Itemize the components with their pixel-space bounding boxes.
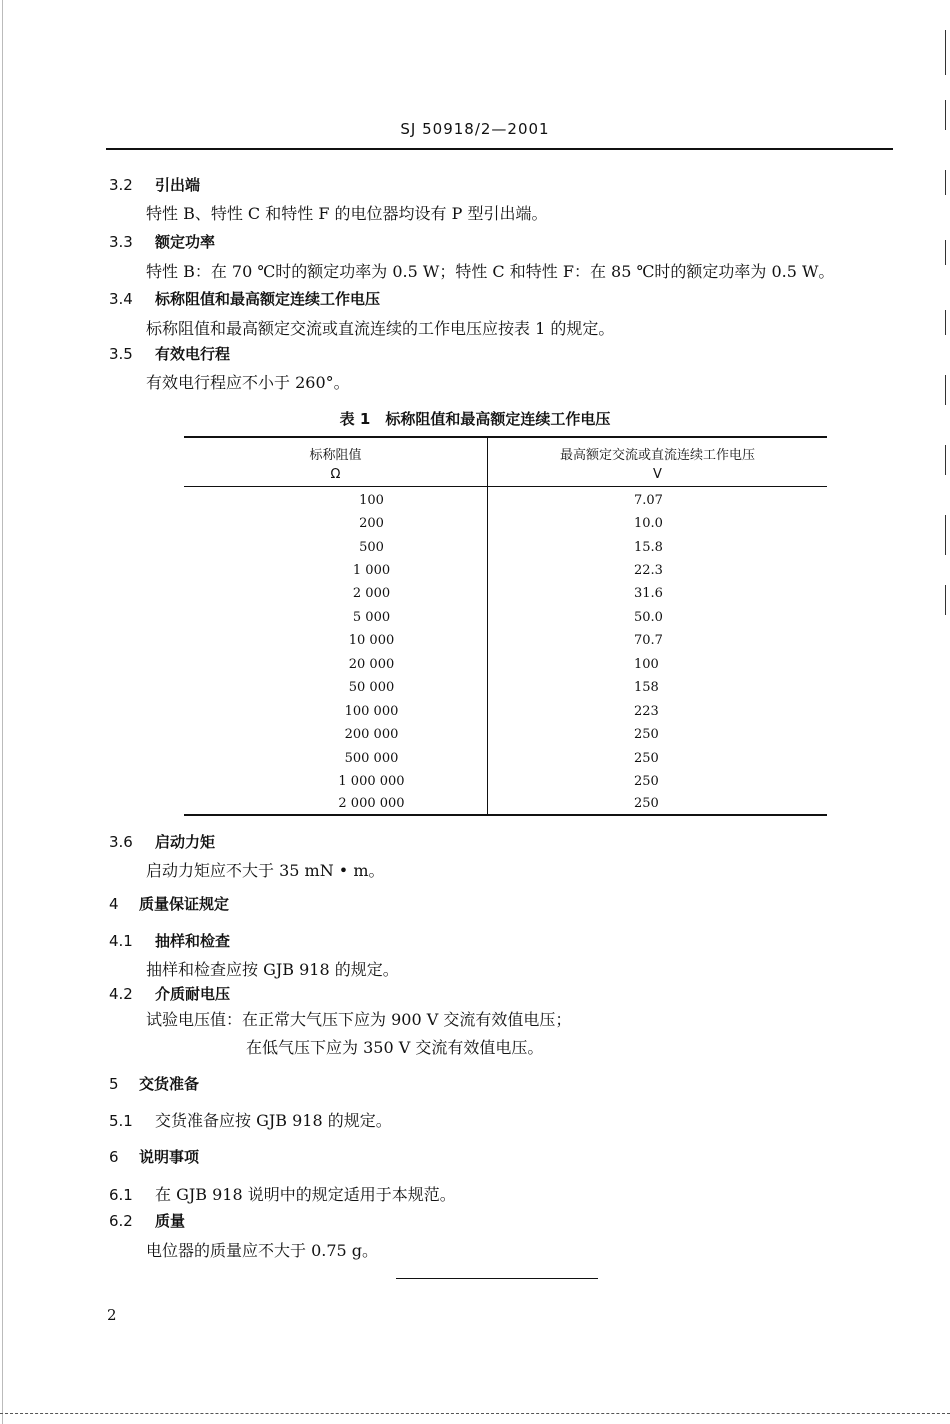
table-row [184,704,827,724]
voltage-value: 10.0 [634,516,663,531]
section-5-1-text: 交货准备应按 GJB 918 的规定。 [155,1111,392,1130]
table-row [184,680,827,700]
section-title: 引出端 [155,176,201,194]
section-3-4-text: 标称阻值和最高额定交流或直流连续的工作电压应按表 1 的规定。 [146,319,615,338]
col-voltage-unit: V [653,467,662,482]
resistance-value: 1 000 000 [338,774,405,789]
scan-margin-mark [945,240,946,265]
col-resistance-unit: Ω [330,467,341,482]
section-number: 4 [109,895,119,913]
resistance-value: 20 000 [348,657,395,672]
section-number: 3.6 [109,833,133,851]
section-5-1 [109,1108,392,1131]
table-row [184,751,827,771]
section-title: 额定功率 [155,233,216,251]
resistance-value: 500 [359,540,384,555]
section-4-1-text: 抽样和检查应按 GJB 918 的规定。 [146,960,399,979]
section-number: 5.1 [109,1112,133,1130]
scan-margin-mark [945,100,946,130]
section-number: 3.3 [109,233,133,251]
resistance-value: 200 [359,516,384,531]
scan-margin-mark [945,310,946,335]
resistance-value: 500 000 [344,751,399,766]
section-number: 6.1 [109,1186,133,1204]
section-3-3-heading [109,231,215,252]
section-title: 启动力矩 [155,833,216,851]
table-row [184,657,827,677]
section-title: 说明事项 [139,1148,200,1166]
table-row [184,796,827,816]
table-row [184,516,827,536]
col-voltage-header: 最高额定交流或直流连续工作电压 [559,448,755,463]
header-rule [106,148,893,150]
voltage-value: 250 [634,751,659,766]
scan-margin-mark [945,445,946,475]
resistance-value: 5 000 [352,610,391,625]
section-number: 6 [109,1148,119,1166]
section-title: 质量保证规定 [139,895,230,913]
voltage-value: 22.3 [634,563,663,578]
scan-margin-mark [945,515,946,555]
voltage-value: 250 [634,796,659,811]
resistance-value: 2 000 000 [338,796,405,811]
section-3-6-text: 启动力矩应不大于 35 mN • m。 [146,861,385,880]
section-6-heading [109,1146,199,1167]
voltage-value: 158 [634,680,659,695]
section-4-2-text-line1: 试验电压值：在正常大气压下应为 900 V 交流有效值电压； [146,1010,572,1029]
section-3-6-heading [109,831,215,852]
resistance-voltage-table [184,436,827,815]
section-number: 5 [109,1075,119,1093]
section-4-heading [109,893,229,914]
table-row [184,563,827,583]
table-row [184,493,827,513]
section-title: 质量 [155,1212,186,1230]
resistance-value: 100 [359,493,384,508]
table-row [184,774,827,794]
scan-margin-mark [945,375,946,405]
section-3-3-text: 特性 B：在 70 ℃时的额定功率为 0.5 W；特性 C 和特性 F：在 85 ℃时的额定功率为 0.5 W。 [146,262,835,281]
resistance-value: 100 000 [344,704,399,719]
table-header-rule [184,486,827,487]
col-resistance-header: 标称阻值 [309,448,362,463]
scan-margin-mark [945,585,946,615]
resistance-value: 1 000 [352,563,391,578]
section-number: 4.2 [109,985,133,1003]
end-of-document-rule [396,1278,598,1279]
document-code: SJ 50918/2—2001 [400,120,550,138]
section-3-5-heading [109,343,230,364]
section-number: 3.5 [109,345,133,363]
scan-margin-mark [945,170,946,195]
resistance-value: 50 000 [348,680,395,695]
resistance-value: 200 000 [344,727,399,742]
voltage-value: 250 [634,727,659,742]
section-title: 抽样和检查 [155,932,231,950]
section-4-2-text-line2: 在低气压下应为 350 V 交流有效值电压。 [246,1038,544,1057]
scan-left-edge [2,0,3,1424]
section-3-5-text: 有效电行程应不小于 260°。 [146,373,350,392]
resistance-value: 2 000 [352,586,391,601]
section-6-2-heading [109,1210,185,1231]
voltage-value: 70.7 [634,633,663,648]
table-top-rule [184,436,827,438]
section-3-2-heading [109,174,200,195]
section-number: 3.4 [109,290,133,308]
section-6-2-text: 电位器的质量应不大于 0.75 g。 [146,1241,379,1260]
voltage-value: 100 [634,657,659,672]
section-6-1 [109,1182,456,1205]
table-row [184,610,827,630]
table-row [184,633,827,653]
table-row [184,586,827,606]
voltage-value: 31.6 [634,586,663,601]
section-title: 介质耐电压 [155,985,231,1003]
table-row [184,727,827,747]
voltage-value: 15.8 [634,540,663,555]
section-5-heading [109,1073,199,1094]
voltage-value: 223 [634,704,659,719]
voltage-value: 7.07 [634,493,663,508]
voltage-value: 50.0 [634,610,663,625]
section-number: 3.2 [109,176,133,194]
section-3-4-heading [109,288,380,309]
section-3-2-text: 特性 B、特性 C 和特性 F 的电位器均设有 P 型引出端。 [146,204,548,223]
voltage-value: 250 [634,774,659,789]
section-title: 有效电行程 [155,345,231,363]
resistance-value: 10 000 [348,633,395,648]
page-number: 2 [107,1306,117,1324]
section-title: 交货准备 [139,1075,200,1093]
section-title: 标称阻值和最高额定连续工作电压 [155,290,381,308]
table-caption: 表 1 标称阻值和最高额定连续工作电压 [339,410,611,428]
section-number: 6.2 [109,1212,133,1230]
scan-bottom-dashed-line [0,1413,950,1415]
section-4-2-heading [109,983,230,1004]
scan-margin-mark [945,30,946,75]
section-6-1-text: 在 GJB 918 说明中的规定适用于本规范。 [155,1185,456,1204]
section-4-1-heading [109,930,230,951]
section-number: 4.1 [109,932,133,950]
table-row [184,540,827,560]
